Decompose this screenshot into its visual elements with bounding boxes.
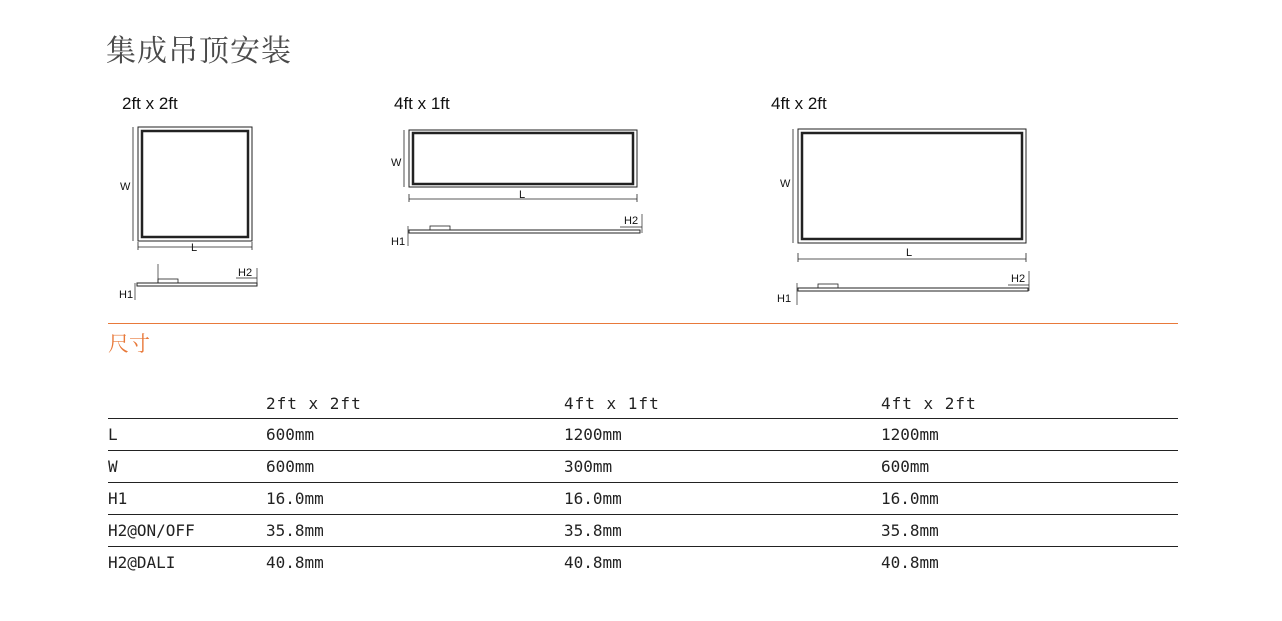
row-label: H2@DALI: [108, 547, 266, 579]
page-title: 集成吊顶安装: [106, 34, 292, 69]
table-cell: 16.0mm: [564, 483, 881, 515]
table-cell: 35.8mm: [564, 515, 881, 547]
dim-h1-2x2: H1: [119, 289, 134, 301]
table-cell: 1200mm: [564, 419, 881, 451]
dim-h2-4x2: H2: [1011, 273, 1026, 285]
table-header-row: [108, 388, 1178, 419]
panel-drawing-4x1: [404, 130, 642, 246]
table-cell: 600mm: [881, 451, 1178, 483]
row-label: H1: [108, 483, 266, 515]
drawing-label-4x1: 4ft x 1ft: [394, 94, 450, 113]
table-cell: 1200mm: [881, 419, 1178, 451]
dim-h1-4x1: H1: [391, 236, 406, 248]
table-cell: 600mm: [266, 419, 564, 451]
dim-w-4x2: W: [780, 178, 791, 190]
table-header-cell: 4ft x 2ft: [881, 393, 977, 413]
table-row: [108, 515, 1178, 547]
table-cell: 40.8mm: [564, 547, 881, 579]
section-divider: [108, 323, 1178, 324]
table-row: [108, 419, 1178, 451]
dim-h2-2x2: H2: [238, 267, 253, 279]
dim-h2-4x1: H2: [624, 215, 639, 227]
row-label: W: [108, 451, 266, 483]
table-cell: 35.8mm: [881, 515, 1178, 547]
table-header-cell: 4ft x 1ft: [564, 393, 660, 413]
table-header-cell: 2ft x 2ft: [266, 393, 362, 413]
table-cell: 35.8mm: [266, 515, 564, 547]
table-cell: 16.0mm: [266, 483, 564, 515]
dim-l-4x1: L: [519, 189, 526, 201]
table-header-cell: [108, 388, 266, 419]
table-cell: 40.8mm: [266, 547, 564, 579]
table-cell: 40.8mm: [881, 547, 1178, 579]
table-row: [108, 451, 1178, 483]
dim-w-2x2: W: [120, 181, 131, 193]
drawing-label-4x2: 4ft x 2ft: [771, 94, 827, 113]
table-cell: 300mm: [564, 451, 881, 483]
table-row: [108, 483, 1178, 515]
section-title-dimensions: 尺寸: [108, 332, 150, 356]
row-label: H2@ON/OFF: [108, 515, 266, 547]
dim-h1-4x2: H1: [777, 293, 792, 305]
dim-w-4x1: W: [391, 157, 402, 169]
table-cell: 16.0mm: [881, 483, 1178, 515]
table-cell: 600mm: [266, 451, 564, 483]
table-row: [108, 547, 1178, 579]
dim-l-4x2: L: [906, 247, 913, 259]
dimensions-table: [108, 388, 1178, 578]
panel-drawing-4x2: [793, 129, 1029, 305]
dim-l-2x2: L: [191, 242, 198, 254]
row-label: L: [108, 419, 266, 451]
drawing-label-2x2: 2ft x 2ft: [122, 94, 178, 113]
